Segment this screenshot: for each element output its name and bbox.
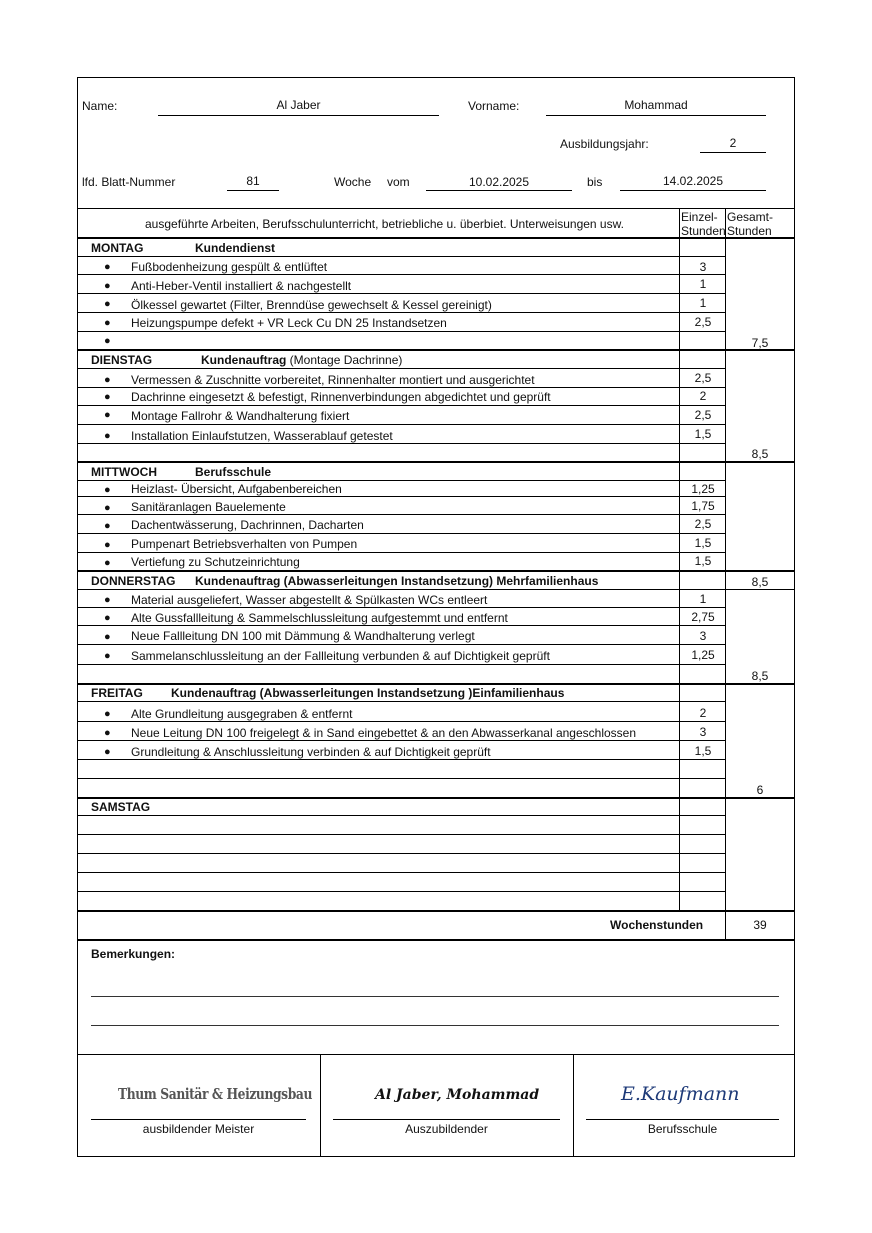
bullet-icon: ● (104, 650, 111, 662)
montag-item-3: Ölkessel gewartet (Filter, Brenndüse gewechselt & Kessel gereinigt) (131, 298, 492, 312)
bullet-icon: ● (104, 280, 111, 292)
row-divider (78, 387, 726, 388)
ausbildungsjahr-label: Ausbildungsjahr: (560, 137, 649, 151)
freitag-hours-2: 3 (699, 725, 707, 739)
row-divider (78, 405, 726, 406)
row-divider (78, 664, 726, 665)
vorname-field[interactable]: Mohammad (546, 98, 766, 116)
mittwoch-hours-5: 1,5 (694, 554, 712, 568)
blatt-nummer-label: lfd. Blatt-Nummer (82, 175, 176, 189)
mittwoch-item-1: Heizlast- Übersicht, Aufgabenbereichen (131, 482, 342, 496)
row-divider (78, 480, 726, 481)
woche-label: Woche (334, 175, 372, 189)
meister-label: ausbildender Meister (142, 1122, 255, 1136)
freitag-hours-1: 2 (699, 706, 707, 720)
row-divider (78, 589, 794, 590)
bullet-icon: ● (104, 539, 111, 551)
bullet-icon: ● (104, 594, 111, 606)
row-divider (78, 607, 726, 608)
donnerstag-item-2: Alte Gussfallleitung & Sammelschlussleitung aufgestemmt und entfernt (131, 611, 508, 625)
blatt-nummer-field[interactable]: 81 (227, 174, 279, 191)
schule-label: Berufsschule (647, 1122, 718, 1136)
bullet-icon: ● (104, 374, 111, 386)
bullet-icon: ● (104, 317, 111, 329)
row-divider (78, 293, 726, 294)
montag-item-1: Fußbodenheizung gespült & entlüftet (131, 260, 328, 274)
row-divider (78, 424, 726, 425)
bullet-icon: ● (104, 391, 111, 403)
donnerstag-item-3: Neue Fallleitung DN 100 mit Dämmung & Wandhalterung verlegt (131, 629, 475, 643)
bullet-icon: ● (104, 631, 111, 643)
donnerstag-item-1: Material ausgeliefert, Wasser abgestellt & Spülkasten WCs entleert (131, 593, 488, 607)
row-divider (78, 461, 794, 463)
dienstag-item-2: Dachrinne eingesetzt & befestigt, Rinnenverbindungen abgedichtet und geprüft (131, 390, 551, 404)
row-divider (78, 853, 726, 854)
row-divider (78, 644, 726, 645)
bullet-icon: ● (104, 298, 111, 310)
report-form (77, 77, 795, 1157)
mittwoch-hours-4: 1,5 (694, 536, 712, 550)
bullet-icon: ● (104, 409, 111, 421)
donnerstag-hours-3: 3 (699, 629, 707, 643)
vom-label: vom (387, 175, 410, 189)
row-divider (78, 759, 726, 760)
remarks-line-1[interactable] (91, 996, 779, 997)
mittwoch-item-3: Dachentwässerung, Dachrinnen, Dacharten (131, 518, 364, 532)
row-divider (78, 256, 726, 257)
row-divider (78, 891, 726, 892)
dienstag-item-3: Montage Fallrohr & Wandhalterung fixiert (131, 409, 350, 423)
table-description-header: ausgeführte Arbeiten, Berufsschulunterricht, betriebliche u. überbiet. Unterweisungen usw. (145, 217, 624, 231)
bullet-icon: ● (104, 557, 111, 569)
azubi-label: Auszubildender (405, 1122, 488, 1136)
montag-total: 7,5 (751, 336, 769, 350)
row-divider (78, 514, 726, 515)
row-divider (78, 312, 726, 313)
day-mittwoch: MITTWOCH (91, 465, 157, 479)
signature-column-divider (573, 1054, 574, 1156)
row-divider (78, 533, 726, 534)
donnerstag-title: Kundenauftrag (Abwasserleitungen Instandsetzung) Mehrfamilienhaus (195, 574, 599, 588)
montag-item-2: Anti-Heber-Ventil installiert & nachgestellt (131, 279, 352, 293)
row-divider (78, 701, 726, 702)
montag-item-4: Heizungspumpe defekt + VR Leck Cu DN 25 Instandsetzen (131, 316, 447, 330)
bullet-icon: ● (104, 261, 111, 273)
mittwoch-item-5: Vertiefung zu Schutzeinrichtung (131, 555, 300, 569)
einzel-header-2: Stunden (681, 224, 726, 238)
vom-date-field[interactable]: 10.02.2025 (426, 175, 572, 191)
dienstag-title-rest: (Montage Dachrinne) (286, 353, 403, 367)
bullet-icon: ● (104, 502, 111, 514)
row-divider (78, 237, 794, 239)
row-divider (78, 721, 726, 722)
bullet-icon: ● (104, 612, 111, 624)
freitag-item-1: Alte Grundleitung ausgegraben & entfernt (131, 707, 353, 721)
donnerstag-hours-2: 2,75 (691, 610, 715, 624)
wochenstunden-label: Wochenstunden (610, 918, 704, 932)
row-divider (78, 815, 726, 816)
freitag-total: 6 (756, 783, 764, 797)
day-donnerstag: DONNERSTAG (91, 574, 176, 588)
row-divider (78, 625, 726, 626)
dienstag-item-4: Installation Einlaufstutzen, Wasserablauf getestet (131, 429, 393, 443)
row-divider (78, 939, 794, 941)
row-divider (78, 872, 726, 873)
wochenstunden-value: 39 (753, 918, 767, 932)
montag-hours-2: 1 (699, 277, 707, 291)
dienstag-item-1: Vermessen & Zuschnitte vorbereitet, Rinnenhalter montiert und ausgerichtet (131, 373, 535, 387)
mittwoch-hours-3: 2,5 (694, 517, 712, 531)
dienstag-hours-3: 2,5 (694, 408, 712, 422)
montag-hours-1: 3 (699, 260, 707, 274)
freitag-item-3: Grundleitung & Anschlussleitung verbinden & auf Dichtigkeit geprüft (131, 745, 491, 759)
signature-divider (78, 1054, 794, 1055)
name-label: Name: (82, 99, 118, 113)
row-divider (78, 331, 726, 332)
row-divider (78, 274, 726, 275)
bis-label: bis (587, 175, 603, 189)
row-divider (78, 443, 726, 444)
mittwoch-item-4: Pumpenart Betriebsverhalten von Pumpen (131, 537, 358, 551)
bullet-icon: ● (104, 484, 111, 496)
dienstag-hours-2: 2 (699, 389, 707, 403)
schule-signature: E.Kaufmann (621, 1083, 740, 1105)
dienstag-hours-1: 2,5 (694, 371, 712, 385)
row-divider (78, 552, 726, 553)
montag-title: Kundendienst (195, 241, 275, 255)
row-divider (78, 910, 794, 912)
day-dienstag: DIENSTAG (91, 353, 153, 367)
vorname-label: Vorname: (468, 99, 520, 113)
schule-signature-line (586, 1119, 779, 1120)
montag-hours-4: 2,5 (694, 315, 712, 329)
dienstag-total: 8,5 (751, 447, 769, 461)
mittwoch-hours-2: 1,75 (691, 499, 715, 513)
donnerstag-total: 8,5 (751, 669, 769, 683)
row-divider (78, 349, 794, 351)
row-divider (78, 778, 726, 779)
bullet-icon: ● (104, 746, 111, 758)
day-montag: MONTAG (91, 241, 144, 255)
bullet-icon: ● (104, 727, 111, 739)
day-freitag: FREITAG (91, 686, 143, 700)
bullet-icon: ● (104, 708, 111, 720)
bullet-icon: ● (104, 335, 111, 347)
mittwoch-title: Berufsschule (195, 465, 272, 479)
bullet-icon: ● (104, 520, 111, 532)
day-samstag: SAMSTAG (91, 800, 151, 814)
mittwoch-hours-1: 1,25 (691, 482, 715, 496)
donnerstag-item-4: Sammelanschlussleitung an der Fallleitung verbunden & auf Dichtigkeit geprüft (131, 649, 550, 663)
row-divider (78, 683, 794, 685)
header-divider (78, 208, 794, 209)
row-divider (78, 740, 726, 741)
row-divider (78, 797, 794, 799)
meister-stamp: Thum Sanitär & Heizungsbau (118, 1085, 312, 1103)
donnerstag-hours-4: 1,25 (691, 648, 715, 662)
donnerstag-hours-1: 1 (699, 592, 707, 606)
bis-date-field[interactable]: 14.02.2025 (620, 174, 766, 191)
bullet-icon: ● (104, 430, 111, 442)
gesamt-header-2: Stunden (727, 224, 772, 238)
remarks-line-2[interactable] (91, 1025, 779, 1026)
row-divider (78, 496, 726, 497)
row-divider (78, 368, 726, 369)
freitag-hours-3: 1,5 (694, 744, 712, 758)
azubi-signature-line (333, 1119, 560, 1120)
bemerkungen-label: Bemerkungen: (91, 947, 176, 961)
azubi-signature: Al Jaber, Mohammad (375, 1087, 540, 1103)
montag-hours-3: 1 (699, 296, 707, 310)
dienstag-hours-4: 1,5 (694, 427, 712, 441)
freitag-title: Kundenauftrag (Abwasserleitungen Instandsetzung )Einfamilienhaus (171, 686, 565, 700)
einzel-header-1: Einzel- (681, 210, 718, 224)
meister-signature-line (91, 1119, 306, 1120)
row-divider (78, 834, 726, 835)
ausbildungsjahr-field[interactable]: 2 (700, 136, 766, 153)
row-divider (78, 570, 794, 572)
name-field[interactable]: Al Jaber (158, 98, 439, 116)
mittwoch-total: 8,5 (751, 575, 769, 589)
dienstag-title (201, 353, 402, 367)
freitag-item-2: Neue Leitung DN 100 freigelegt & in Sand eingebettet & an den Abwasserkanal angeschlossen (131, 726, 637, 740)
mittwoch-item-2: Sanitäranlagen Bauelemente (131, 500, 286, 514)
gesamt-header-1: Gesamt- (727, 210, 774, 224)
dienstag-title-bold: Kundenauftrag (201, 353, 287, 367)
signature-column-divider (320, 1054, 321, 1156)
